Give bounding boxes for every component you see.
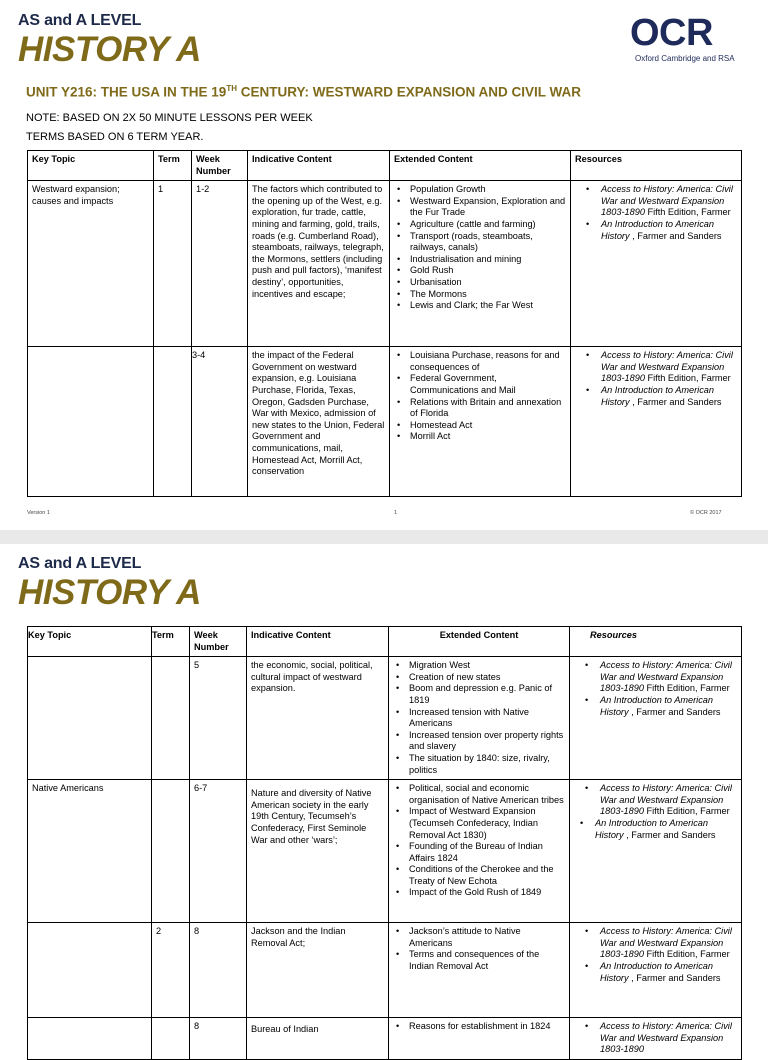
- extended-item: • Impact of the Gold Rush of 1849: [393, 887, 565, 899]
- header-key-topic: Key Topic: [28, 627, 152, 657]
- extended-cell: [389, 657, 570, 780]
- resources-cell: [570, 780, 742, 923]
- extended-item: • Increased tension over property rights and slavery: [393, 730, 565, 753]
- indicative-cell: Jackson and the Indian Removal Act;: [247, 923, 389, 1018]
- extended-cell: [390, 181, 571, 347]
- header-week: Week Number: [190, 627, 247, 657]
- extended-item: • Lewis and Clark; the Far West: [394, 300, 566, 312]
- extended-item: • Terms and consequences of the Indian Removal Act: [393, 949, 565, 972]
- week-cell: 8: [190, 1018, 247, 1060]
- extended-item: • Impact of Westward Expansion (Tecumseh Confederacy, Indian Removal Act 1830): [393, 806, 565, 841]
- resources-cell: [570, 923, 742, 1018]
- extended-item: • Increased tension with Native Americans: [393, 707, 565, 730]
- header-resources: Resources: [571, 151, 742, 181]
- resource-item: • Access to History: America: Civil War and Westward Expansion 1803-1890: [600, 1021, 737, 1056]
- extended-cell: [389, 1018, 570, 1060]
- resources-cell: [571, 347, 742, 497]
- resource-item: • Access to History: America: Civil War and Westward Expansion 1803-1890 Fifth Edition, Farmer: [601, 184, 737, 219]
- key-topic-cell: [28, 1018, 152, 1060]
- header-term: Term: [152, 627, 190, 657]
- extended-item: • The Mormons: [394, 289, 566, 301]
- extended-item: • Industrialisation and mining: [394, 254, 566, 266]
- indicative-cell: Bureau of Indian: [247, 1018, 389, 1060]
- extended-item: • Transport (roads, steamboats, railways, canals): [394, 231, 566, 254]
- resource-item: • An Introduction to American History , Farmer and Sanders: [600, 695, 737, 718]
- extended-item: • The situation by 1840: size, rivalry, politics: [393, 753, 565, 776]
- table-row: [28, 923, 742, 1018]
- table-header-row: [28, 151, 742, 181]
- extended-item: • Homestead Act: [394, 420, 566, 432]
- footer-copyright: © OCR 2017: [690, 510, 722, 516]
- extended-cell: [390, 347, 571, 497]
- extended-item: • Founding of the Bureau of Indian Affairs 1824: [393, 841, 565, 864]
- header-extended: Extended Content: [389, 627, 570, 657]
- key-topic-cell: [28, 657, 152, 780]
- extended-item: • Agriculture (cattle and farming): [394, 219, 566, 231]
- resources-cell: [570, 657, 742, 780]
- extended-item: • Jackson’s attitude to Native Americans: [393, 926, 565, 949]
- resource-item: • An Introduction to American History , Farmer and Sanders: [595, 818, 737, 841]
- ocr-logo: [630, 12, 748, 66]
- term-cell: 1: [154, 181, 192, 347]
- extended-item: • Urbanisation: [394, 277, 566, 289]
- term-cell: [154, 347, 192, 497]
- resource-item: • An Introduction to American History , Farmer and Sanders: [601, 385, 737, 408]
- term-cell: [152, 1018, 190, 1060]
- extended-item: • Reasons for establishment in 1824: [393, 1021, 565, 1033]
- extended-item: • Federal Government, Communications and Mail: [394, 373, 566, 396]
- scheme-table-page-1: [27, 150, 742, 497]
- resource-item: • An Introduction to American History , Farmer and Sanders: [601, 219, 737, 242]
- extended-cell: [389, 923, 570, 1018]
- header-key-topic: Key Topic: [28, 151, 154, 181]
- table-row: [28, 657, 742, 780]
- key-topic-cell: [28, 923, 152, 1018]
- extended-item: • Westward Expansion, Exploration and the Fur Trade: [394, 196, 566, 219]
- extended-item: • Migration West: [393, 660, 565, 672]
- resources-cell: [570, 1018, 742, 1060]
- brand-qualification-label: AS and A LEVEL: [18, 555, 142, 572]
- brand-qualification-label: AS and A LEVEL: [18, 12, 142, 29]
- header-indicative: Indicative Content: [247, 627, 389, 657]
- extended-item: • Creation of new states: [393, 672, 565, 684]
- scheme-table-page-2: [27, 626, 742, 1060]
- ocr-logo-tagline: Oxford Cambridge and RSA: [635, 54, 735, 63]
- term-cell: [152, 780, 190, 923]
- key-topic-cell: [28, 347, 154, 497]
- extended-item: • Relations with Britain and annexation of Florida: [394, 397, 566, 420]
- header-week: Week Number: [192, 151, 248, 181]
- footer-page-number: 1: [394, 510, 398, 516]
- term-cell: 2: [152, 923, 190, 1018]
- table-row: [28, 181, 742, 347]
- brand-subject-title: HISTORY A: [18, 573, 201, 612]
- extended-item: • Population Growth: [394, 184, 566, 196]
- table-row: [28, 1018, 742, 1060]
- resource-item: • Access to History: America: Civil War and Westward Expansion 1803-1890 Fifth Edition, Farmer: [600, 926, 737, 961]
- header-term: Term: [154, 151, 192, 181]
- indicative-cell: The factors which contributed to the opening up of the West, e.g. exploration, fur trade, cattle, mining and farming, gold, trails, roads (e.g. Cumberland Road), steamboats, railways, telegraph, the Mormons, settlers (including push and pull factors), ‘manifest destiny’, opportunities, incentives and escape;: [248, 181, 390, 347]
- terms-note: TERMS BASED ON 6 TERM YEAR.: [26, 131, 204, 143]
- week-cell: 5: [190, 657, 247, 780]
- extended-item: • Conditions of the Cherokee and the Treaty of New Echota: [393, 864, 565, 887]
- resource-item: • Access to History: America: Civil War and Westward Expansion 1803-1890 Fifth Edition, Farmer: [600, 660, 737, 695]
- term-cell: [152, 657, 190, 780]
- resource-item: • An Introduction to American History , Farmer and Sanders: [600, 961, 737, 984]
- table-header-row: [28, 627, 742, 657]
- resource-item: • Access to History: America: Civil War and Westward Expansion 1803-1890 Fifth Edition, Farmer: [601, 350, 737, 385]
- week-cell: 3-4: [192, 347, 248, 497]
- key-topic-cell: Westward expansion; causes and impacts: [28, 181, 154, 347]
- header-extended: Extended Content: [390, 151, 571, 181]
- page-separator: [0, 530, 768, 544]
- extended-item: • Boom and depression e.g. Panic of 1819: [393, 683, 565, 706]
- week-cell: 8: [190, 923, 247, 1018]
- header-indicative: Indicative Content: [248, 151, 390, 181]
- indicative-cell: Nature and diversity of Native American society in the early 19th Century, Tecumseh’s Confederacy, First Seminole War and other ‘wars’;: [247, 780, 389, 923]
- extended-cell: [389, 780, 570, 923]
- week-cell: 6-7: [190, 780, 247, 923]
- week-cell: 1-2: [192, 181, 248, 347]
- unit-title: UNIT Y216: THE USA IN THE 19TH CENTURY: WESTWARD EXPANSION AND CIVIL WAR: [26, 84, 581, 100]
- extended-item: • Morrill Act: [394, 431, 566, 443]
- table-row: [28, 347, 742, 497]
- extended-item: • Political, social and economic organisation of Native American tribes: [393, 783, 565, 806]
- brand-subject-title: HISTORY A: [18, 30, 201, 69]
- extended-item: • Louisiana Purchase, reasons for and consequences of: [394, 350, 566, 373]
- table-row: [28, 780, 742, 923]
- resource-item: • Access to History: America: Civil War and Westward Expansion 1803-1890 Fifth Edition, Farmer: [600, 783, 737, 818]
- indicative-cell: the impact of the Federal Government on westward expansion, e.g. Louisiana Purchase, Florida, Texas, Oregon, Gadsden Purchase, War with Mexico, admission of new states to the Union, Federal Government and communications, mail, Homestead Act, Morrill Act, conservation: [248, 347, 390, 497]
- resources-cell: [571, 181, 742, 347]
- key-topic-cell: Native Americans: [28, 780, 152, 923]
- ocr-logo-word: OCR: [630, 12, 713, 54]
- footer-version: Version 1: [27, 510, 50, 516]
- lessons-note: NOTE: BASED ON 2X 50 MINUTE LESSONS PER WEEK: [26, 112, 313, 124]
- indicative-cell: the economic, social, political, cultural impact of westward expansion.: [247, 657, 389, 780]
- header-resources: Resources: [570, 627, 742, 657]
- extended-item: • Gold Rush: [394, 265, 566, 277]
